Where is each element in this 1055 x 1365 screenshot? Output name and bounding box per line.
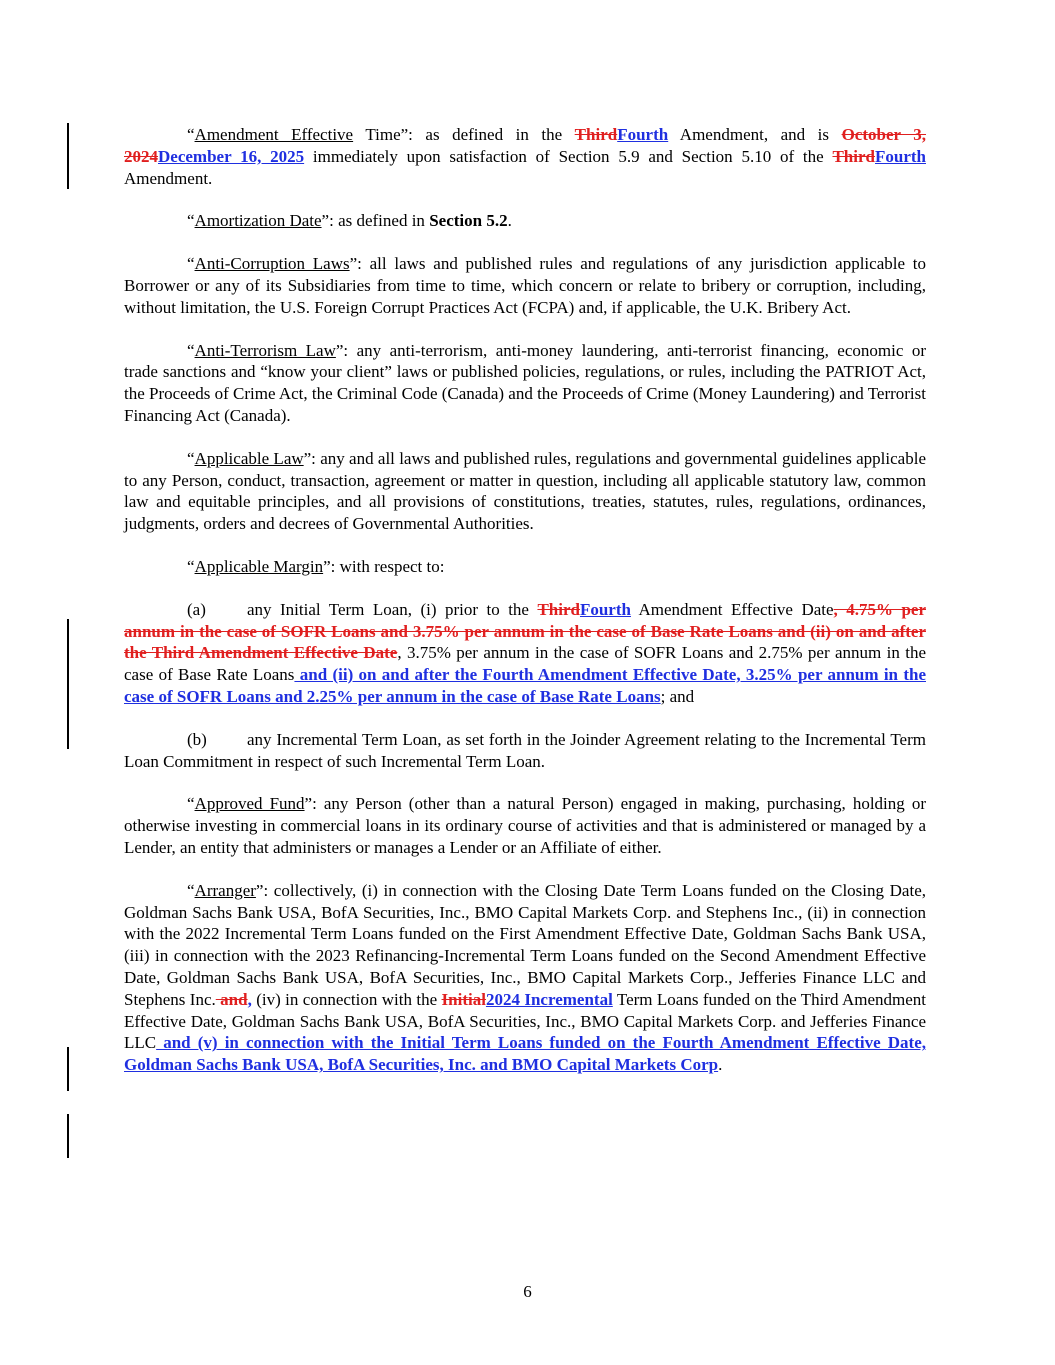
definition-applicable-law: “Applicable Law”: any and all laws and published rules, regulations and governmental guidelines applicable to any Person, conduct, transaction, agreement or matter in question, including all applicable statutory law, common law and equitable principles, and all provisions of constitutions, treaties, statutes, rules, regulations, ordinances, judgments, orders and decrees of Governmental Authorities. [124,448,926,534]
section-reference: Section 5.2 [429,211,508,231]
defined-term: Anti-Corruption Laws [194,254,350,274]
definition-anti-corruption-laws: “Anti-Corruption Laws”: all laws and published rules and regulations of any jurisdiction applicable to Borrower or any of its Subsidiaries from time to time, which concern or relate to bribery or corruption, including, without limitation, the U.S. Foreign Corrupt Practices Act (FCPA) and, if applicable, the U.K. Bribery Act. [124,254,926,317]
definition-text: ”: any and all laws and published rules, regulations and governmental guidelines applicable to any Person, conduct, transaction, agreement or matter in question, including all applicable statutory law, common law and equitable principles, and all provisions of constitutions, treaties, statutes, rules, regulations, ordinances, judgments, orders and decrees of Governmental Authorities. [124,448,926,534]
deletion: Initial [441,989,486,1009]
clause-text: Amendment Effective Date [630,599,834,619]
definition-anti-terrorism-law: “Anti-Terrorism Law”: any anti-terrorism, anti-money laundering, anti-terrorist financing, economic or trade sanctions and “know your client” laws or published policies, regulations, or rules, including the PATRIOT Act, the Proceeds of Crime Act, the Criminal Code (Canada) and the Proceeds of Crime (Money Laundering) and Terrorist Financing Act (Canada). [124,340,926,425]
insertion: December 16, 2025 [158,146,305,166]
definition-amortization-date: “Amortization Date”: as defined in Section 5.2. [187,211,512,231]
insertion: Fourth [875,146,926,166]
insertion: , [247,989,252,1009]
definition-text: Amendment. [124,168,213,188]
change-bar [67,1114,69,1158]
definition-text: . [507,211,512,231]
clause-label: (b) [187,729,207,749]
definition-amendment-effective-time: “Amendment Effective Time”: as defined in the ThirdFourth Amendment, and is October 3, 2024December 16, 2025 immediately upon satisfaction of Section 5.9 and Section 5.10 of the ThirdFourth Amendment. [124,125,927,188]
defined-term: Anti-Terrorism Law [194,340,336,360]
defined-term: Amendment Effective [194,125,354,144]
deletion: and [215,989,248,1009]
defined-term: Arranger [194,880,256,900]
definition-text: ”: all laws and published rules and regulations of any jurisdiction applicable to Borrower or any of its Subsidiaries from time to time, which concern or relate to bribery or corruption, including, without limitation, the U.S. Foreign Corrupt Practices Act (FCPA) and, if applicable, the U.K. Bribery Act. [124,254,926,317]
deletion: Third [537,599,580,619]
deletion: Third [574,125,618,144]
document-body [124,124,926,1097]
margin-clause-b [124,729,926,773]
change-bar [67,619,69,749]
definition-arranger: “Arranger”: collectively, (i) in connection with the Closing Date Term Loans funded on the Closing Date, Goldman Sachs Bank USA, BofA Securities, Inc., BMO Capital Markets Corp. and Stephens Inc., (ii) in connection with the 2022 Incremental Term Loans funded on the First Amendment Effective Date, Goldman Sachs Bank USA, (iii) in connection with the 2023 Refinancing-Incremental Term Loans funded on the Second Amendment Effective Date, Goldman Sachs Bank USA, BofA Securities, Inc., BMO Capital Markets Corp., Jefferies Finance LLC and Stephens Inc. and, (iv) in connection with the Initial2024 Incremental Term Loans funded on the Third Amendment Effective Date, Goldman Sachs Bank USA, BofA Securities, Inc., BMO Capital Markets Corp. and Jefferies Finance LLC and (v) in connection with the Initial Term Loans funded on the Fourth Amendment Effective Date, Goldman Sachs Bank USA, BofA Securities, Inc. and BMO Capital Markets Corp. [124,880,926,1075]
insertion: Fourth [617,125,669,144]
change-bar [67,123,69,189]
definition-text: ”: collectively, (i) in connection with the Closing Date Term Loans funded on the Closing Date, Goldman Sachs Bank USA, BofA Securities, Inc., BMO Capital Markets Corp. and Stephens Inc., (ii) in connection with the 2022 Incremental Term Loans funded on the First Amendment Effective Date, Goldman Sachs Bank USA, (iii) in connection with the 2023 Refinancing-Incremental Term Loans funded on the Second Amendment Effective Date, Goldman Sachs Bank USA, BofA Securities, Inc., BMO Capital Markets Corp., Jefferies Finance LLC and Stephens Inc. [124,880,926,1009]
definition-approved-fund: “Approved Fund”: any Person (other than a natural Person) engaged in making, purchasing, holding or otherwise investing in commercial loans in its ordinary course of activities and that is administered or managed by a Lender, an entity that administers or manages a Lender or an Affiliate of either. [124,794,926,857]
clause-text: , 3.75% per annum in the case of SOFR Loans and 2.75% per annum in the case of Base Rate Loans [124,643,927,685]
definition-text: Amendment, and is [668,125,842,144]
margin-clause-a [124,599,926,708]
defined-term: Applicable Margin [194,556,324,576]
definition-applicable-margin: “Applicable Margin”: with respect to: [187,556,445,576]
definition-text: ”: as defined in [321,211,430,231]
clause-text: any Incremental Term Loan, as set forth in the Joinder Agreement relating to the Incremental Term Loan Commitment in respect of such Incremental Term Loan. [124,729,926,771]
defined-term: Amortization Date [194,211,322,231]
page-number: 6 [523,1282,532,1301]
definition-text: Term Loans funded on the Third Amendment Effective Date, Goldman Sachs Bank USA, BofA Securities, Inc., BMO Capital Markets Corp. and Jefferies Finance LLC [124,989,926,1053]
change-bar [67,1047,69,1091]
clause-label: (a) [187,599,206,619]
definition-text: . [718,1055,723,1075]
definition-text: immediately upon satisfaction of Section 5.9 and Section 5.10 of the [304,146,833,166]
definition-text: ”: any anti-terrorism, anti-money laundering, anti-terrorist financing, economic or trade sanctions and “know your client” laws or published policies, regulations, or rules, including the PATRIOT Act, the Proceeds of Crime Act, the Criminal Code (Canada) and the Proceeds of Crime (Money Laundering) and Terrorist Financing Act (Canada). [124,340,926,425]
defined-term: Approved Fund [194,794,305,814]
clause-text: any Initial Term Loan, (i) prior to the [247,599,538,619]
insertion: 2024 Incremental [485,989,613,1009]
definition-text: (iv) in connection with the [251,989,442,1009]
insertion: and (v) in connection with the Initial Term Loans funded on the Fourth Amendment Effective Date, Goldman Sachs Bank USA, BofA Securities, Inc. and BMO Capital Markets Corp [124,1033,926,1075]
deletion: October 3, 2024 [124,125,927,166]
insertion: and (ii) on and after the Fourth Amendment Effective Date, 3.25% per annum in the case of SOFR Loans and 2.25% per annum in the case of Base Rate Loans [124,665,926,706]
deletion: , 4.75% per annum in the case of SOFR Loans and 3.75% per annum in the case of Base Rate Loans and (ii) on and after the Third Amendment Effective Date [124,599,927,663]
insertion: Fourth [579,599,631,619]
deletion: Third [832,146,875,166]
definition-text: ”: any Person (other than a natural Person) engaged in making, purchasing, holding or otherwise investing in commercial loans in its ordinary course of activities and that is administered or managed by a Lender, an entity that administers or manages a Lender or an Affiliate of either. [124,794,926,857]
definition-text: ”: with respect to: [323,556,445,576]
definition-text: Time”: as defined in the [353,125,575,144]
defined-term: Applicable Law [194,448,304,468]
clause-text: ; and [660,686,695,706]
